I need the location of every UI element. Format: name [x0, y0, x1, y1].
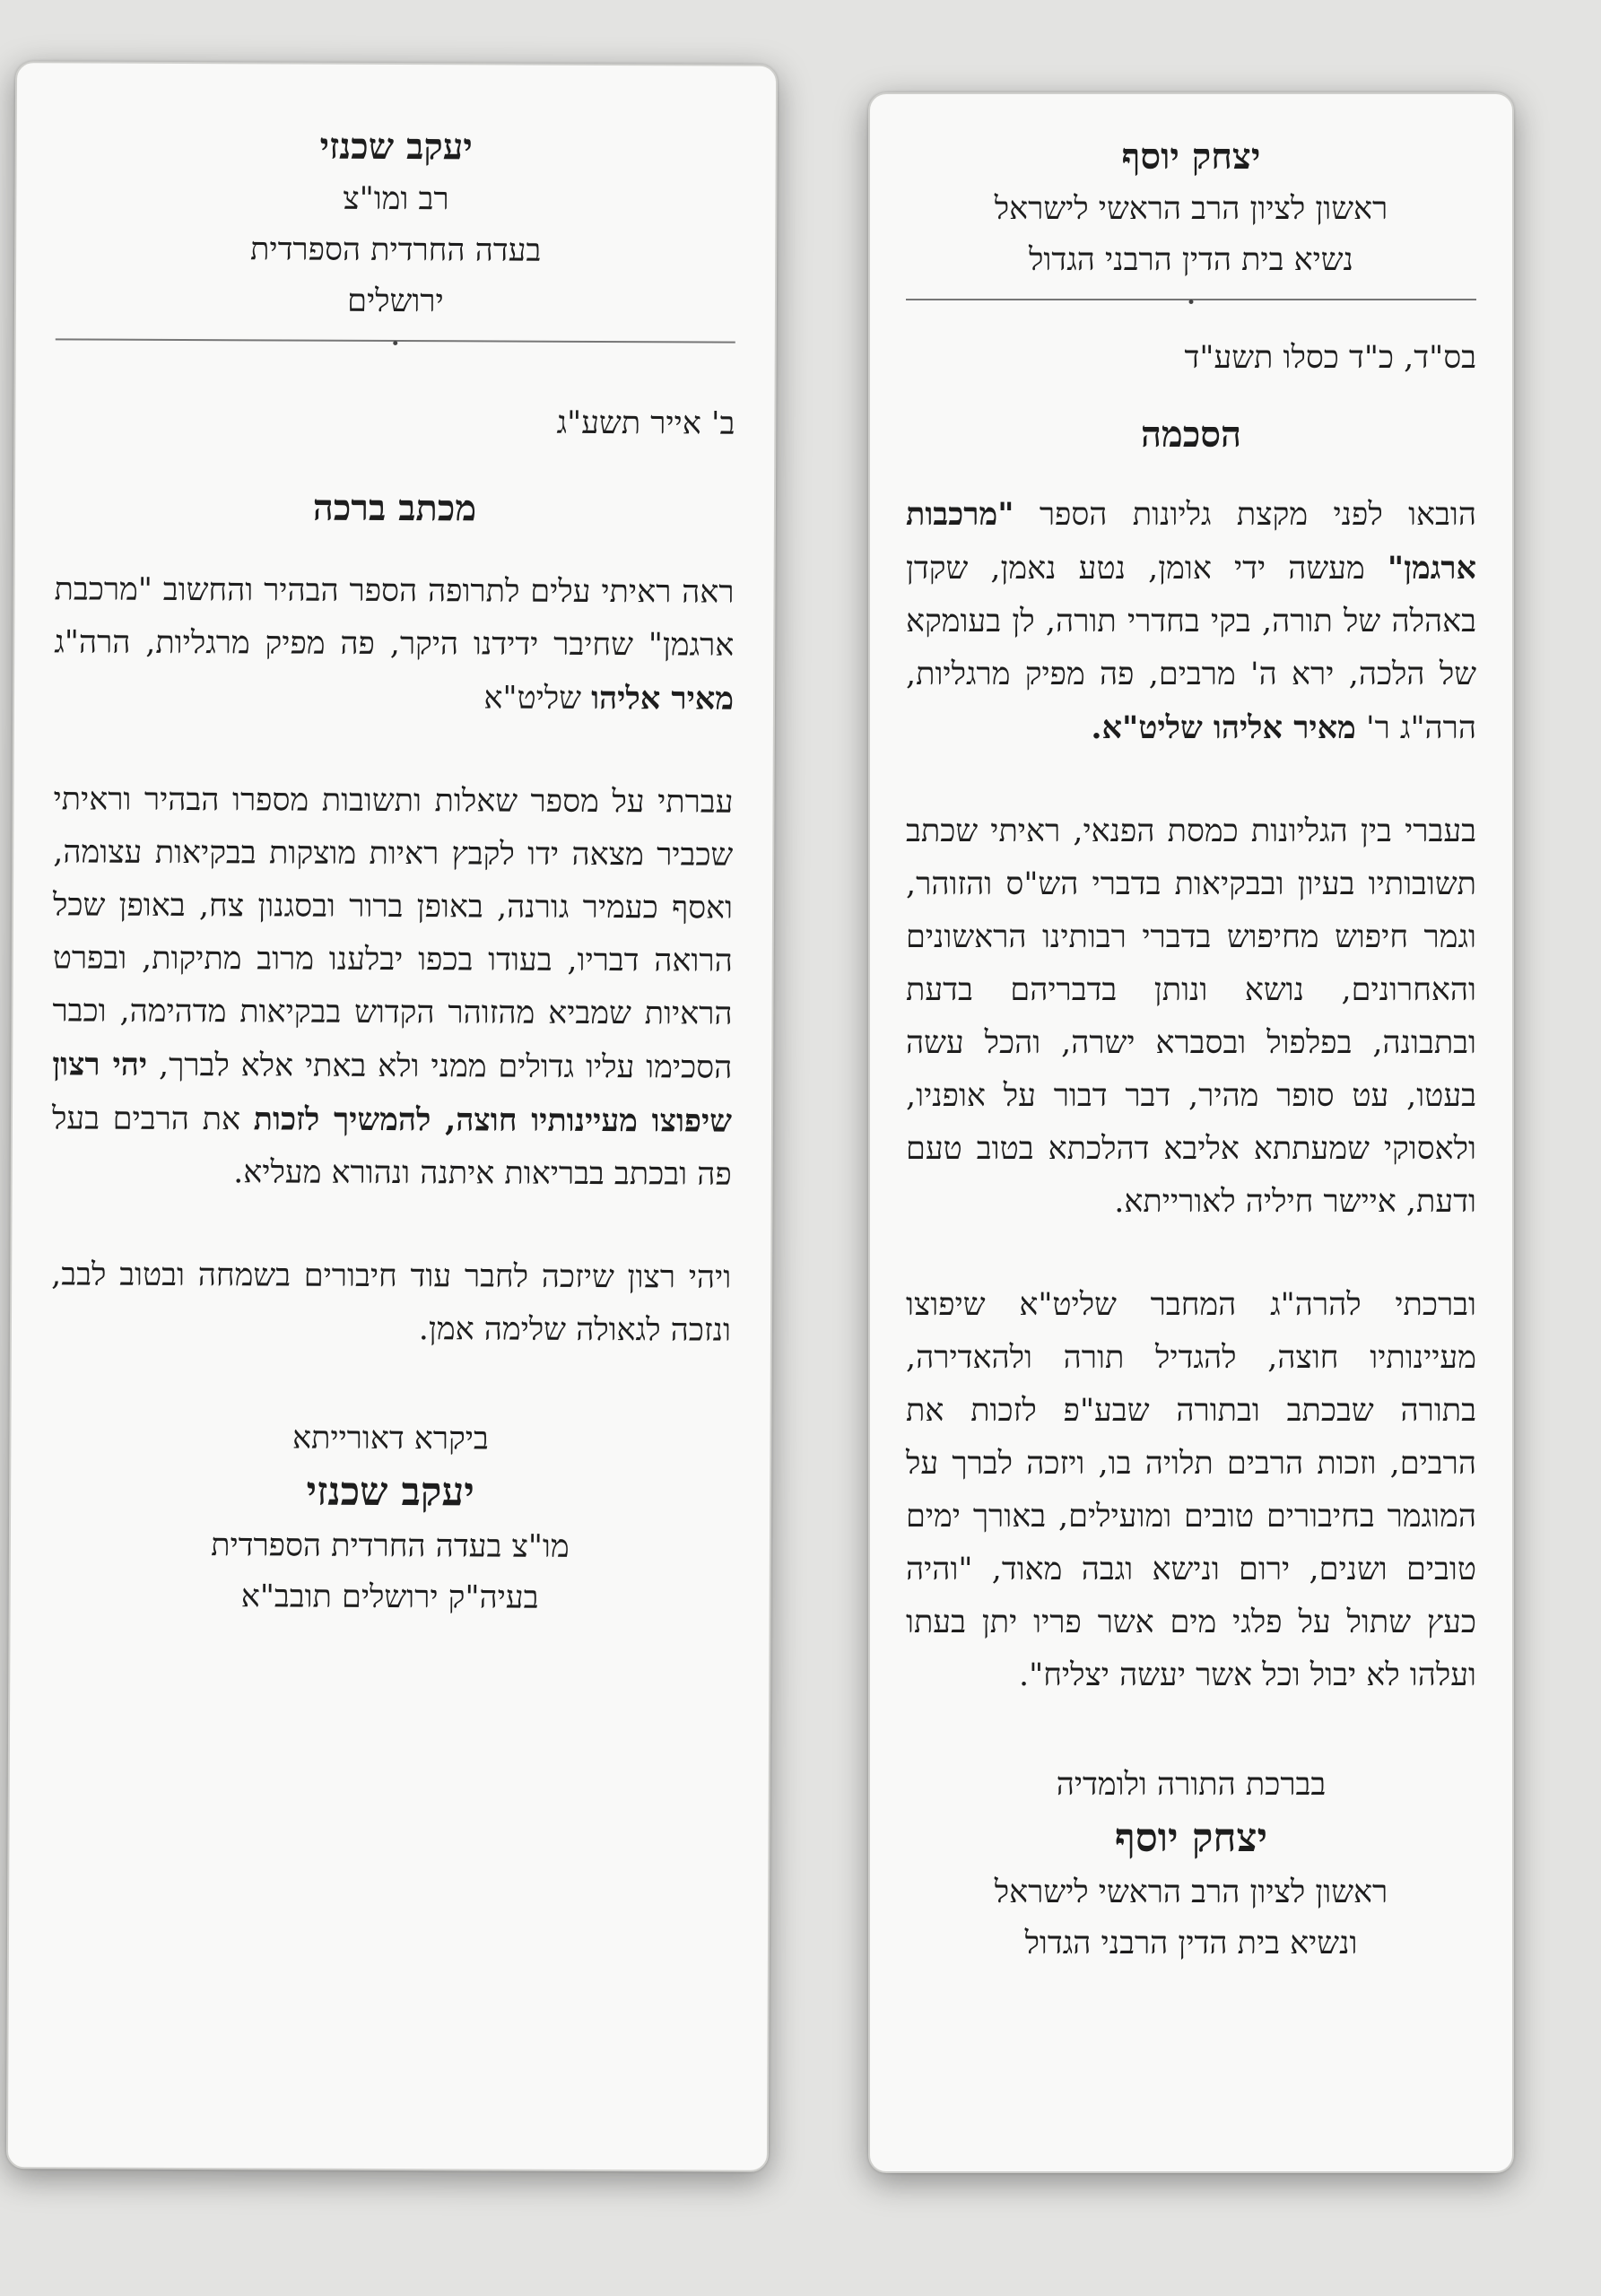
paragraph-3: וברכתי להרה"ג המחבר שליט"א שיפוצו מעיינותיו חוצה, להגדיל תורה ולהאדירה, בתורה שבכתב ובתורה שבע"פ לזכות את הרבים, וזכות הרבים תלויה בו, ויזכה לברך על המוגמר בחיבורים טובים ומועילים, באורך ימים טובים ושנים, ירום ונישא וגבה מאוד, "והיה כעץ שתול על פלגי מים אשר פריו יתן בעתו ועלהו לא יבול וכל אשר יעשה יצליח". — [906, 1287, 1476, 1693]
author-title-line: בעדה החרדית הספרדית — [250, 231, 542, 269]
paragraph-2: בעברי בין הגליונות כמסת הפנאי, ראיתי שכתב תשובותיו בעיון ובבקיאות בדברי הש"ס והזוהר, וגמר חיפוש מחיפוש בדברי רבותינו הראשונים והאחרונים, נושא ונותן בדבריהם בדעת ובתבונה, בפלפול ובסברא ישרה, והכל עשה בעטו, עט סופר מהיר, דבר דבור על אופניו, ולאסוקי שמעתתא אליבא דהלכתא בטוב טעם ודעת, איישר חיליה לאורייתא. — [906, 813, 1476, 1220]
paragraph-1 — [54, 563, 735, 726]
author-highlight: מאיר אליהו — [591, 679, 735, 718]
signature-title-line: ראשון לציון הרב הראשי לישראל — [994, 1874, 1388, 1910]
letterhead — [906, 130, 1476, 286]
letter-title: הסכמה — [1140, 413, 1242, 456]
signature-title-line: מו"צ בעדה החרדית הספרדית — [211, 1527, 570, 1565]
letter-date: ב' אייר תשע"ג — [556, 404, 735, 442]
author-name: יצחק יוסף — [1121, 135, 1261, 178]
author-name: יעקב שכנזי — [319, 125, 473, 169]
paragraph-text: את הרבים בעל פה ובכתב בבריאות איתנה ונהורא מעליא. — [51, 1100, 732, 1193]
author-title-line: ראשון לציון הרב הראשי לישראל — [994, 191, 1388, 227]
signature-title-line: בעיה"ק ירושלים תובב"א — [240, 1578, 539, 1616]
book-title-highlight: "מרכבות ארגמן" — [906, 496, 1476, 587]
author-city-line: ירושלים — [347, 283, 444, 320]
paragraph-1 — [906, 488, 1476, 755]
paragraph-text: הובאו לפני מקצת גליונות הספר — [1039, 497, 1476, 533]
paragraph-text: עברתי על מספר שאלות ותשובות מספרו הבהיר וראיתי שכביר מצאה ידו לקבץ ראיות מוצקות בבקיאות עצומה, ואסף כעמיר גורנה, באופן ברור ובסגנון צח, באופן שכל הרואה דבריו, בעודו בכפו יבלענו מרוב מתיקות, ובפרט הראיות שמביא מהזוהר הקדוש בבקיאות מדהימה, וכבר הסכימו עליו גדולים ממני ולא באתי אלא לברך, — [52, 781, 734, 1086]
letter-title: מכתב ברכה — [312, 486, 477, 530]
signature-block — [50, 1412, 731, 1624]
author-highlight: מאיר אליהו שליט"א. — [1091, 709, 1356, 746]
header-divider — [906, 299, 1476, 300]
letter-yosef — [868, 92, 1514, 2173]
author-title-line: רב ומו"צ — [343, 180, 449, 218]
signature-intro: ביקרא דאורייתא — [291, 1420, 489, 1457]
paragraph-3: ויהי רצון שיזכה לחבר עוד חיבורים בשמחה ובטוב לבב, ונזכה לגאולה שלימה אמן. — [51, 1257, 732, 1349]
signature-name: יצחק יוסף — [1114, 1815, 1268, 1861]
letter-shakhnazi — [6, 61, 778, 2172]
signature-title-line: ונשיא בית הדין הרבני הגדול — [1024, 1926, 1358, 1961]
signature-name: יעקב שכנזי — [306, 1468, 474, 1516]
blessing-highlight: יהי רצון שיפוצו מעיינותיו חוצה, להמשיך לזכות — [52, 1046, 733, 1140]
signature-block — [906, 1760, 1476, 1970]
signature-intro: בברכת התורה ולומדיה — [1056, 1767, 1327, 1803]
author-title-line: נשיא בית הדין הרבני הגדול — [1029, 242, 1353, 278]
paragraph-text: ראה ראיתי עלים לתרופה הספר הבהיר והחשוב "מרכבת ארגמן" שחיבר ידידנו היקר, פה מפיק מרגליות, הרה"ג — [54, 571, 735, 664]
header-divider — [56, 338, 735, 343]
paragraph-text: שליט"א — [483, 680, 582, 717]
paragraph-2 — [52, 773, 734, 1201]
letterhead — [56, 118, 736, 328]
paragraph-text: מעשה ידי אומן, נטע נאמן, שקדן באהלה של תורה, בקי בחדרי תורה, לן בעומקא של הלכה, ירא ה' מרבים, פה מפיק מרגליות, הרה"ג ר' — [906, 551, 1476, 746]
letter-date: בס"ד, כ"ד כסלו תשע"ד — [1184, 340, 1476, 376]
